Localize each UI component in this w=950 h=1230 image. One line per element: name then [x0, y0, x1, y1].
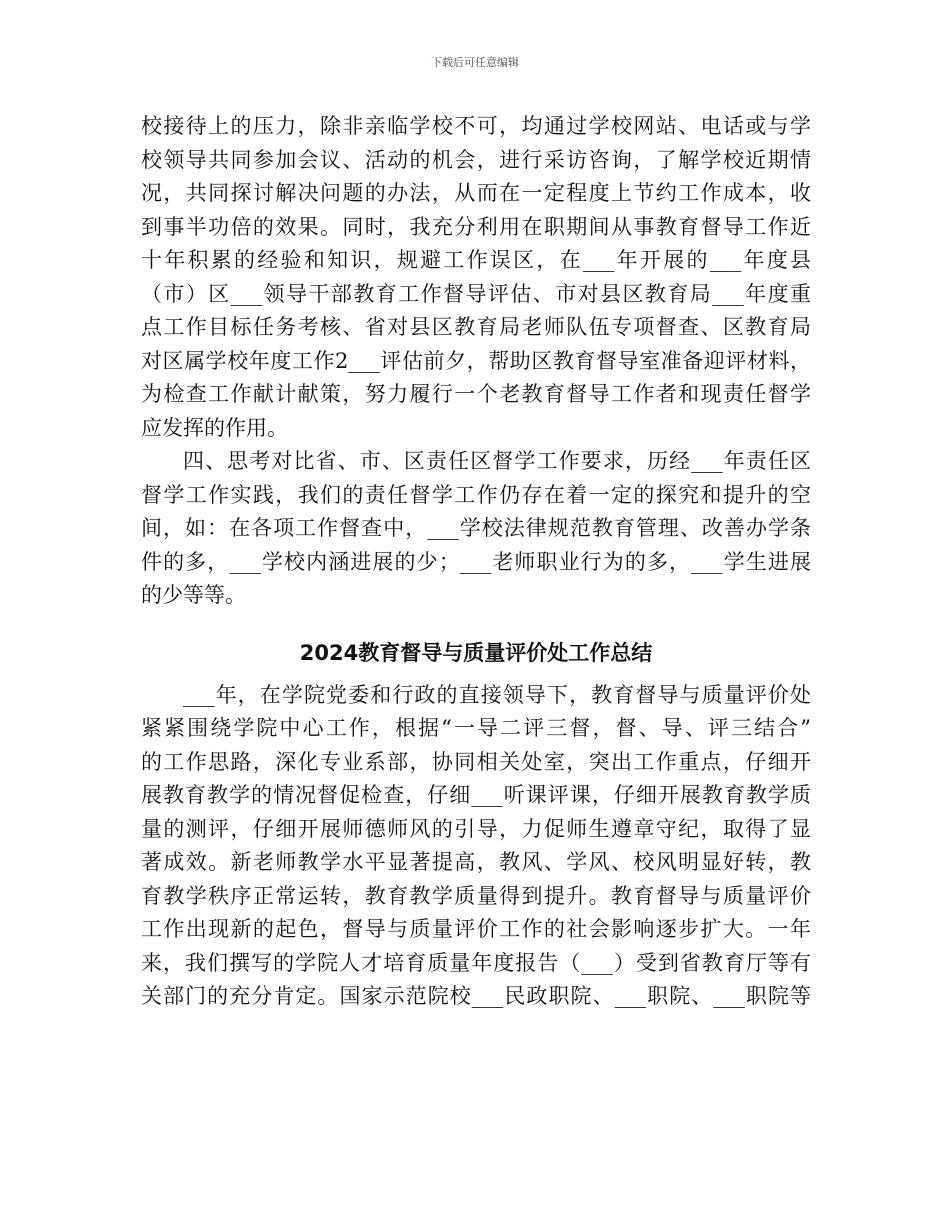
text-line: 件的多，___学校内涵进展的少；___老师职业行为的多，___学生进展 [141, 549, 811, 574]
text-line: 四、思考对比省、市、区责任区督学工作要求，历经___年责任区 [183, 449, 811, 473]
text-line: 到事半功倍的效果。同时，我充分利用在职期间从事教育督导工作近 [141, 214, 811, 239]
text-line: 校领导共同参加会议、活动的机会，进行采访咨询，了解学校近期情 [141, 147, 811, 172]
text-line: 著成效。新老师教学水平显著提高，教风、学风、校风明显好转，教 [141, 850, 811, 874]
text-line: 十年积累的经验和知识，规避工作误区，在___年开展的___年度县 [141, 248, 811, 272]
text-line: 关部门的充分肯定。国家示范院校___民政职院、___职院、___职院等 [141, 984, 811, 1008]
text-line: 点工作目标任务考核、省对县区教育局老师队伍专项督查、区教育局 [141, 315, 811, 339]
text-line: 间，如：在各项工作督查中，___学校法律规范教育管理、改善办学条 [141, 516, 811, 540]
page-header-note: 下载后可任意编辑 [431, 56, 519, 69]
paragraph-3 [141, 679, 811, 1014]
text-line: 紧紧围绕学院中心工作，根据“一导二评三督，督、导、评三结合” [141, 716, 811, 740]
paragraph-2 [141, 445, 811, 613]
text-line: 量的测评，仔细开展师德师风的引导，力促师生遵章守纪，取得了显 [141, 816, 811, 841]
text-line: 对区属学校年度工作2___评估前夕，帮助区教育督导室准备迎评材料， [141, 348, 811, 373]
text-line: 展教育教学的情况督促检查，仔细___听课评课，仔细开展教育教学质 [141, 783, 811, 807]
text-line: ___年，在学院党委和行政的直接领导下，教育督导与质量评价处 [183, 682, 811, 707]
text-line: 督学工作实践，我们的责任督学工作仍存在着一定的探究和提升的空 [141, 482, 811, 507]
text-line: （市）区___领导干部教育工作督导评估、市对县区教育局___年度重 [141, 281, 811, 306]
text-line: 为检查工作献计献策，努力履行一个老教育督导工作者和现责任督学 [141, 382, 811, 406]
section-title: 2024教育督导与质量评价处工作总结 [299, 640, 653, 665]
text-line: 工作出现新的起色，督导与质量评价工作的社会影响逐步扩大。一年 [141, 917, 811, 941]
text-line: 的工作思路，深化专业系部，协同相关处室，突出工作重点，仔细开 [141, 749, 811, 774]
text-line: 育教学秩序正常运转，教育教学质量得到提升。教育督导与质量评价 [141, 883, 811, 908]
document-body [141, 110, 811, 1014]
text-line: 来，我们撰写的学院人才培育质量年度报告（___）受到省教育厅等有 [141, 950, 811, 975]
text-line: 校接待上的压力，除非亲临学校不可，均通过学校网站、电话或与学 [141, 114, 811, 138]
text-line: 况，共同探讨解决问题的办法，从而在一定程度上节约工作成本，收 [141, 181, 811, 205]
text-line: 应发挥的作用。 [141, 415, 288, 440]
paragraph-1 [141, 110, 811, 445]
text-line: 的少等等。 [141, 583, 246, 607]
